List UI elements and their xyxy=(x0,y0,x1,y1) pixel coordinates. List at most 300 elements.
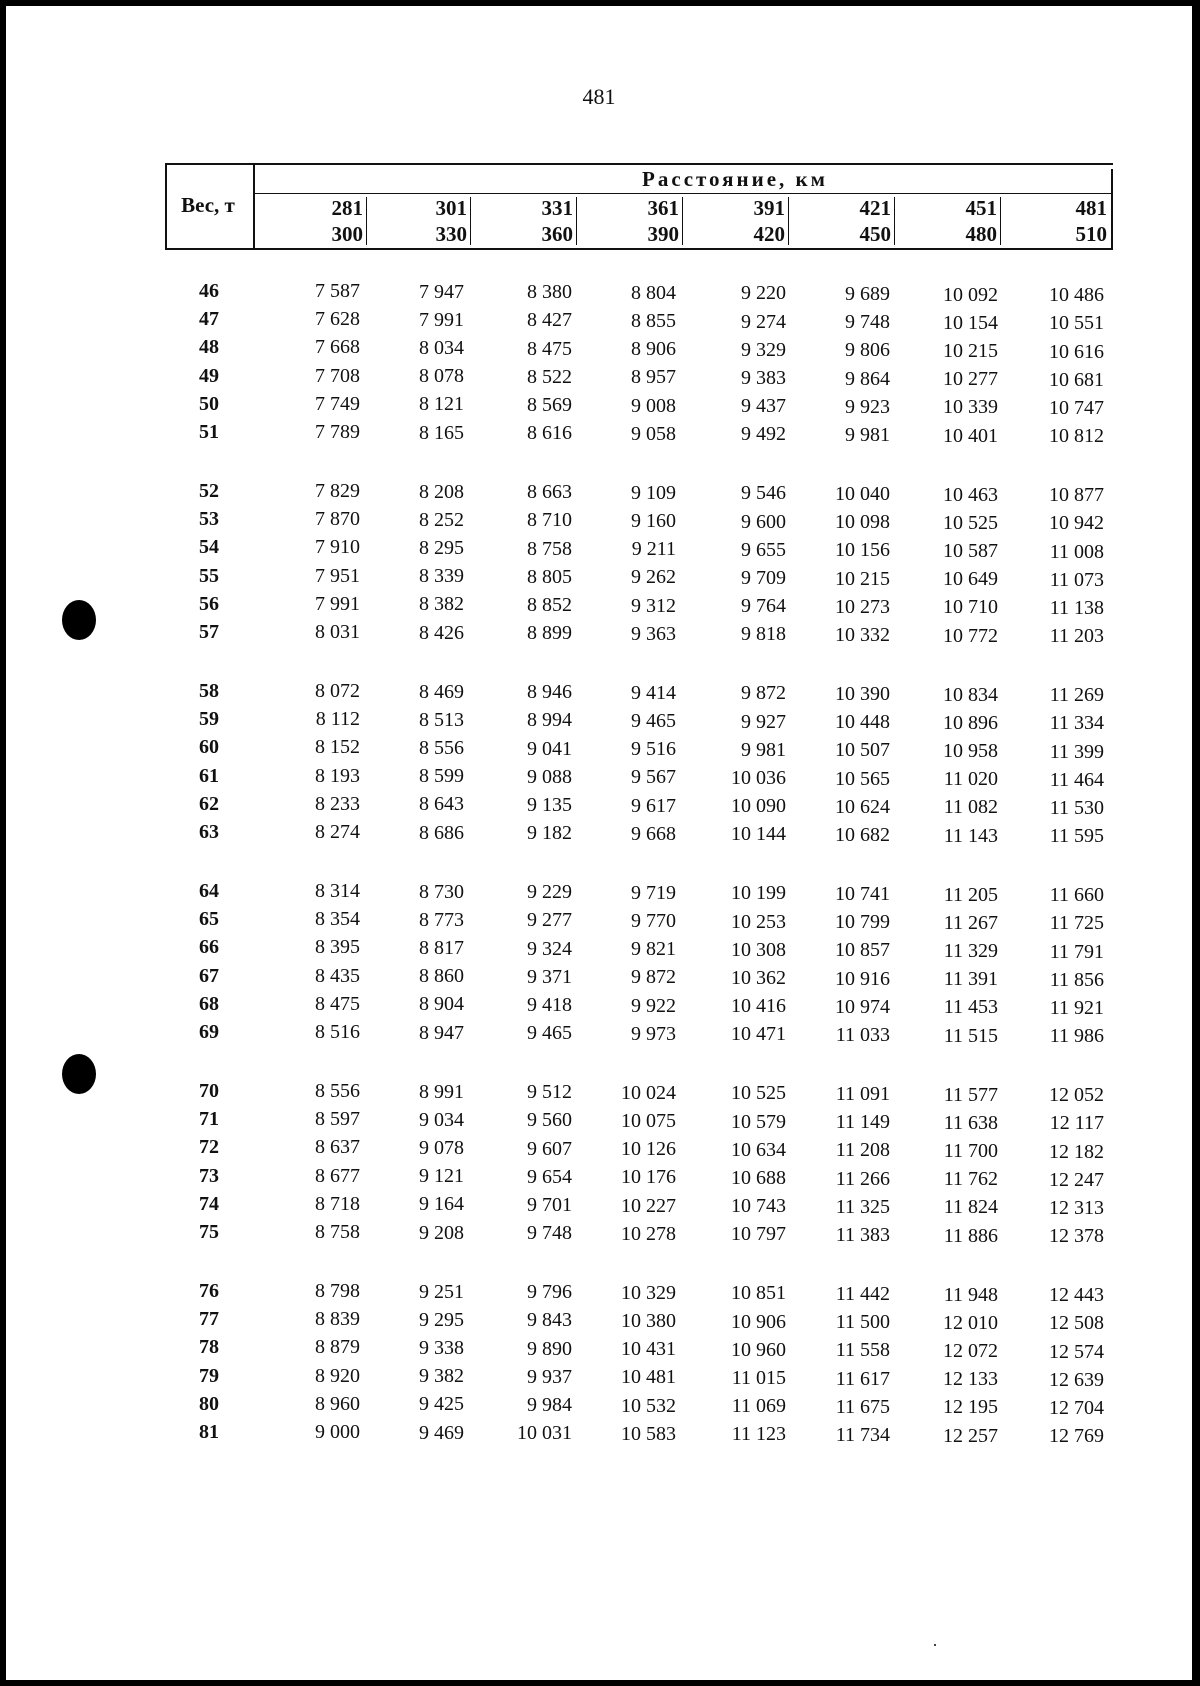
weight-cell: 72 xyxy=(199,1136,219,1159)
range-from: 481 xyxy=(1075,196,1107,220)
range-to: 330 xyxy=(435,222,467,246)
tariff-cell: 8 427 xyxy=(527,309,572,332)
tariff-cell: 9 324 xyxy=(527,937,572,960)
tariff-cell: 10 154 xyxy=(943,311,998,334)
tariff-cell: 8 193 xyxy=(315,764,360,787)
tariff-cell: 9 251 xyxy=(419,1280,464,1303)
range-from: 281 xyxy=(331,196,363,220)
tariff-cell: 11 149 xyxy=(835,1111,890,1134)
table-row xyxy=(6,708,1192,736)
tariff-cell: 11 577 xyxy=(943,1083,998,1106)
weight-cell: 69 xyxy=(199,1021,219,1043)
table-row xyxy=(6,1108,1192,1136)
tariff-cell: 10 681 xyxy=(1049,368,1104,391)
tariff-cell: 11 266 xyxy=(835,1167,890,1190)
tariff-cell: 10 507 xyxy=(835,739,890,762)
tariff-cell: 11 069 xyxy=(731,1395,786,1418)
tariff-cell: 10 906 xyxy=(731,1310,786,1333)
tariff-cell: 8 078 xyxy=(419,365,464,388)
tariff-cell: 12 704 xyxy=(1049,1396,1104,1419)
tariff-cell: 10 040 xyxy=(835,483,890,505)
table-row xyxy=(6,1365,1192,1393)
table-row xyxy=(6,793,1192,821)
range-to: 390 xyxy=(647,222,679,246)
page-number: 481 xyxy=(582,84,616,109)
tariff-cell: 11 856 xyxy=(1049,968,1104,991)
tariff-cell: 9 382 xyxy=(419,1365,464,1388)
tariff-cell: 12 508 xyxy=(1049,1312,1104,1335)
table-row xyxy=(6,621,1192,649)
tariff-cell: 9 890 xyxy=(527,1337,572,1360)
table-row xyxy=(6,1336,1192,1364)
tariff-cell: 9 668 xyxy=(631,822,676,845)
tariff-cell: 11 091 xyxy=(835,1083,890,1105)
tariff-cell: 9 981 xyxy=(845,424,890,446)
tariff-cell: 11 020 xyxy=(943,768,998,791)
tariff-cell: 11 675 xyxy=(835,1395,890,1418)
tariff-table-body xyxy=(6,6,1192,1680)
tariff-cell: 11 267 xyxy=(943,911,998,934)
tariff-cell: 7 991 xyxy=(315,592,360,615)
tariff-cell: 8 686 xyxy=(419,821,464,844)
tariff-cell: 9 546 xyxy=(741,482,786,505)
range-to: 360 xyxy=(541,222,573,246)
tariff-cell: 10 339 xyxy=(943,396,998,419)
tariff-cell: 10 380 xyxy=(621,1309,676,1332)
tariff-cell: 10 075 xyxy=(621,1109,676,1132)
tariff-cell: 11 986 xyxy=(1049,1025,1104,1048)
tariff-cell: 9 748 xyxy=(527,1222,572,1245)
table-row xyxy=(6,736,1192,764)
tariff-cell: 9 973 xyxy=(631,1022,676,1045)
tariff-cell: 8 920 xyxy=(315,1364,360,1387)
table-row xyxy=(6,1421,1192,1449)
tariff-cell: 12 182 xyxy=(1049,1140,1104,1163)
tariff-cell: 9 034 xyxy=(419,1108,464,1131)
tariff-cell: 9 843 xyxy=(527,1309,572,1332)
tariff-cell: 11 530 xyxy=(1049,796,1104,819)
tariff-cell: 11 453 xyxy=(943,996,998,1019)
tariff-cell: 9 008 xyxy=(631,394,676,417)
tariff-cell: 10 144 xyxy=(731,823,786,846)
tariff-cell: 7 587 xyxy=(315,280,360,302)
weight-cell: 62 xyxy=(199,792,219,815)
tariff-cell: 8 556 xyxy=(419,736,464,759)
tariff-cell: 7 749 xyxy=(315,392,360,415)
table-row xyxy=(6,336,1192,364)
weight-cell: 58 xyxy=(199,680,219,702)
weight-cell: 78 xyxy=(199,1336,219,1359)
tariff-cell: 9 764 xyxy=(741,595,786,618)
tariff-cell: 9 182 xyxy=(527,822,572,845)
weight-cell: 57 xyxy=(199,621,219,643)
tariff-cell: 8 475 xyxy=(315,992,360,1015)
tariff-cell: 8 839 xyxy=(315,1308,360,1331)
tariff-cell: 9 418 xyxy=(527,993,572,1016)
tariff-cell: 11 442 xyxy=(835,1283,890,1305)
tariff-cell: 9 437 xyxy=(741,395,786,418)
weight-cell: 71 xyxy=(199,1108,219,1131)
tariff-cell: 9 655 xyxy=(741,538,786,561)
weight-cell: 49 xyxy=(199,364,219,387)
weight-cell: 59 xyxy=(199,708,219,731)
weight-cell: 48 xyxy=(199,336,219,359)
tariff-cell: 11 391 xyxy=(943,968,998,991)
tariff-cell: 10 743 xyxy=(731,1195,786,1218)
tariff-cell: 9 560 xyxy=(527,1109,572,1132)
tariff-cell: 7 910 xyxy=(315,536,360,559)
weight-cell: 47 xyxy=(199,308,219,331)
tariff-cell: 8 072 xyxy=(315,680,360,702)
tariff-cell: 11 515 xyxy=(943,1024,998,1047)
tariff-cell: 11 208 xyxy=(835,1139,890,1162)
tariff-cell: 8 616 xyxy=(527,422,572,445)
tariff-cell: 8 758 xyxy=(527,537,572,560)
tariff-cell: 7 991 xyxy=(419,308,464,331)
tariff-cell: 8 382 xyxy=(419,593,464,616)
table-row xyxy=(6,1021,1192,1049)
tariff-cell: 9 984 xyxy=(527,1393,572,1416)
range-to: 480 xyxy=(965,222,997,246)
tariff-cell: 8 899 xyxy=(527,622,572,645)
tariff-cell: 8 435 xyxy=(315,964,360,987)
tariff-cell: 10 532 xyxy=(621,1394,676,1417)
tariff-cell: 9 041 xyxy=(527,737,572,760)
range-from: 391 xyxy=(753,196,785,220)
table-row xyxy=(6,765,1192,793)
tariff-cell: 9 414 xyxy=(631,681,676,704)
weight-cell: 67 xyxy=(199,964,219,987)
weight-cell: 63 xyxy=(199,821,219,843)
tariff-cell: 12 247 xyxy=(1049,1168,1104,1191)
table-row xyxy=(6,308,1192,336)
tariff-cell: 11 617 xyxy=(835,1367,890,1390)
tariff-cell: 11 886 xyxy=(943,1224,998,1247)
tariff-cell: 10 308 xyxy=(731,938,786,961)
tariff-cell: 10 896 xyxy=(943,711,998,734)
weight-cell: 53 xyxy=(199,508,219,531)
tariff-cell: 8 946 xyxy=(527,681,572,704)
tariff-cell: 8 475 xyxy=(527,337,572,360)
tariff-cell: 10 431 xyxy=(621,1338,676,1361)
weight-cell: 76 xyxy=(199,1280,219,1302)
tariff-cell: 8 643 xyxy=(419,793,464,816)
tariff-cell: 10 587 xyxy=(943,539,998,562)
range-to: 300 xyxy=(331,222,363,246)
tariff-cell: 11 073 xyxy=(1049,568,1104,591)
tariff-cell: 9 164 xyxy=(419,1193,464,1216)
tariff-cell: 10 401 xyxy=(943,424,998,447)
tariff-cell: 10 834 xyxy=(943,683,998,706)
tariff-cell: 11 725 xyxy=(1049,912,1104,935)
tariff-cell: 10 481 xyxy=(621,1366,676,1389)
tariff-cell: 11 123 xyxy=(731,1423,786,1446)
tariff-cell: 10 960 xyxy=(731,1338,786,1361)
tariff-cell: 9 689 xyxy=(845,283,890,305)
tariff-cell: 9 512 xyxy=(527,1081,572,1104)
table-row xyxy=(6,1136,1192,1164)
tariff-cell: 10 463 xyxy=(943,483,998,506)
tariff-cell: 8 395 xyxy=(315,936,360,959)
tariff-cell: 10 273 xyxy=(835,595,890,618)
tariff-cell: 10 682 xyxy=(835,824,890,846)
table-row xyxy=(6,421,1192,449)
tariff-cell: 8 773 xyxy=(419,908,464,931)
range-to: 510 xyxy=(1075,222,1107,246)
tariff-cell: 9 469 xyxy=(419,1421,464,1444)
tariff-cell: 9 492 xyxy=(741,423,786,446)
tariff-cell: 10 416 xyxy=(731,995,786,1018)
tariff-cell: 11 595 xyxy=(1049,825,1104,848)
tariff-cell: 10 362 xyxy=(731,966,786,989)
tariff-cell: 9 363 xyxy=(631,622,676,645)
tariff-cell: 9 078 xyxy=(419,1136,464,1159)
range-from: 331 xyxy=(541,196,573,220)
table-row xyxy=(6,565,1192,593)
tariff-cell: 8 380 xyxy=(527,281,572,304)
tariff-cell: 8 556 xyxy=(315,1080,360,1102)
tariff-cell: 8 208 xyxy=(419,480,464,503)
tariff-cell: 10 525 xyxy=(731,1082,786,1105)
tariff-cell: 9 567 xyxy=(631,766,676,789)
tariff-cell: 11 138 xyxy=(1049,596,1104,619)
tariff-cell: 10 126 xyxy=(621,1138,676,1161)
tariff-cell: 9 922 xyxy=(631,994,676,1017)
table-row xyxy=(6,908,1192,936)
weight-cell: 81 xyxy=(199,1421,219,1443)
table-row xyxy=(6,1165,1192,1193)
tariff-cell: 10 525 xyxy=(943,511,998,534)
tariff-cell: 8 677 xyxy=(315,1164,360,1187)
tariff-cell: 11 325 xyxy=(835,1195,890,1218)
table-row xyxy=(6,936,1192,964)
tariff-cell: 11 334 xyxy=(1049,712,1104,735)
weight-cell: 56 xyxy=(199,592,219,615)
tariff-cell: 10 634 xyxy=(731,1138,786,1161)
tariff-cell: 10 036 xyxy=(731,766,786,789)
tariff-cell: 8 904 xyxy=(419,993,464,1016)
tariff-cell: 9 821 xyxy=(631,938,676,961)
weight-cell: 70 xyxy=(199,1080,219,1102)
table-row xyxy=(6,508,1192,536)
tariff-cell: 8 860 xyxy=(419,965,464,988)
tariff-cell: 9 425 xyxy=(419,1393,464,1416)
weight-cell: 65 xyxy=(199,908,219,931)
tariff-cell: 9 295 xyxy=(419,1308,464,1331)
weight-cell: 61 xyxy=(199,764,219,787)
tariff-cell: 10 688 xyxy=(731,1166,786,1189)
tariff-cell: 9 654 xyxy=(527,1165,572,1188)
tariff-cell: 10 616 xyxy=(1049,340,1104,363)
tariff-cell: 9 371 xyxy=(527,965,572,988)
tariff-cell: 11 008 xyxy=(1049,540,1104,563)
tariff-cell: 8 513 xyxy=(419,708,464,731)
tariff-cell: 10 156 xyxy=(835,539,890,562)
tariff-cell: 9 701 xyxy=(527,1193,572,1216)
tariff-cell: 10 583 xyxy=(621,1422,676,1445)
tariff-cell: 10 390 xyxy=(835,683,890,705)
tariff-cell: 10 565 xyxy=(835,767,890,790)
tariff-cell: 8 152 xyxy=(315,736,360,759)
table-row xyxy=(6,593,1192,621)
table-row xyxy=(6,393,1192,421)
tariff-cell: 9 748 xyxy=(845,311,890,334)
table-row xyxy=(6,1308,1192,1336)
table-row xyxy=(6,280,1192,308)
tariff-cell: 9 160 xyxy=(631,509,676,532)
tariff-cell: 9 135 xyxy=(527,793,572,816)
tariff-cell: 11 015 xyxy=(731,1366,786,1389)
tariff-cell: 12 052 xyxy=(1049,1084,1104,1107)
tariff-cell: 11 143 xyxy=(943,824,998,847)
tariff-cell: 9 277 xyxy=(527,909,572,932)
table-row xyxy=(6,1280,1192,1308)
tariff-cell: 9 465 xyxy=(527,1022,572,1045)
tariff-cell: 10 772 xyxy=(943,624,998,647)
tariff-cell: 9 927 xyxy=(741,710,786,733)
tariff-cell: 9 770 xyxy=(631,909,676,932)
range-to: 450 xyxy=(859,222,891,246)
weight-cell: 68 xyxy=(199,992,219,1015)
tariff-cell: 11 948 xyxy=(943,1283,998,1306)
tariff-cell: 9 383 xyxy=(741,366,786,389)
tariff-cell: 12 010 xyxy=(943,1311,998,1334)
tariff-cell: 8 855 xyxy=(631,309,676,332)
tariff-cell: 8 730 xyxy=(419,880,464,903)
tariff-cell: 9 121 xyxy=(419,1165,464,1188)
document-page xyxy=(6,6,1192,1680)
tariff-cell: 10 253 xyxy=(731,910,786,933)
tariff-cell: 12 117 xyxy=(1049,1112,1104,1135)
tariff-cell: 7 628 xyxy=(315,308,360,331)
tariff-cell: 8 516 xyxy=(315,1021,360,1043)
tariff-cell: 10 551 xyxy=(1049,312,1104,335)
tariff-cell: 9 923 xyxy=(845,395,890,418)
tariff-cell: 8 469 xyxy=(419,680,464,703)
range-from: 301 xyxy=(435,196,467,220)
tariff-cell: 12 574 xyxy=(1049,1340,1104,1363)
weight-cell: 79 xyxy=(199,1364,219,1387)
tariff-cell: 8 112 xyxy=(315,708,360,731)
tariff-cell: 10 098 xyxy=(835,511,890,534)
tariff-cell: 11 500 xyxy=(835,1311,890,1334)
table-row xyxy=(6,1080,1192,1108)
tariff-cell: 10 199 xyxy=(731,882,786,905)
tariff-cell: 9 818 xyxy=(741,623,786,646)
tariff-cell: 8 960 xyxy=(315,1392,360,1415)
tariff-cell: 11 700 xyxy=(943,1139,998,1162)
table-row xyxy=(6,680,1192,708)
tariff-cell: 8 233 xyxy=(315,792,360,815)
tariff-cell: 9 607 xyxy=(527,1137,572,1160)
tariff-cell: 7 870 xyxy=(315,508,360,531)
tariff-cell: 10 857 xyxy=(835,939,890,962)
tariff-cell: 11 203 xyxy=(1049,625,1104,648)
tariff-cell: 10 278 xyxy=(621,1222,676,1245)
tariff-cell: 9 516 xyxy=(631,738,676,761)
tariff-cell: 9 709 xyxy=(741,566,786,589)
table-row xyxy=(6,365,1192,393)
tariff-cell: 11 638 xyxy=(943,1111,998,1134)
tariff-cell: 9 600 xyxy=(741,510,786,533)
weight-cell: 46 xyxy=(199,280,219,302)
tariff-cell: 8 804 xyxy=(631,281,676,304)
table-row xyxy=(6,536,1192,564)
tariff-cell: 10 942 xyxy=(1049,512,1104,535)
weight-cell: 52 xyxy=(199,480,219,502)
table-row xyxy=(6,993,1192,1021)
tariff-cell: 8 252 xyxy=(419,508,464,531)
tariff-cell: 11 660 xyxy=(1049,884,1104,907)
tariff-cell: 10 916 xyxy=(835,967,890,990)
table-row xyxy=(6,480,1192,508)
tariff-cell: 8 569 xyxy=(527,393,572,416)
tariff-cell: 10 332 xyxy=(835,624,890,646)
tariff-cell: 8 994 xyxy=(527,709,572,732)
tariff-cell: 9 872 xyxy=(631,966,676,989)
tariff-cell: 11 734 xyxy=(835,1424,890,1446)
tariff-cell: 10 448 xyxy=(835,711,890,734)
tariff-cell: 9 806 xyxy=(845,339,890,362)
tariff-cell: 8 991 xyxy=(419,1080,464,1103)
tariff-cell: 12 639 xyxy=(1049,1368,1104,1391)
tariff-cell: 10 215 xyxy=(943,339,998,362)
tariff-cell: 8 274 xyxy=(315,821,360,843)
tariff-cell: 12 378 xyxy=(1049,1225,1104,1248)
weight-cell: 80 xyxy=(199,1392,219,1415)
tariff-cell: 10 486 xyxy=(1049,284,1104,307)
tariff-cell: 8 805 xyxy=(527,565,572,588)
tariff-cell: 10 649 xyxy=(943,568,998,591)
tariff-cell: 8 906 xyxy=(631,338,676,361)
range-from: 421 xyxy=(859,196,891,220)
tariff-cell: 10 958 xyxy=(943,739,998,762)
tariff-cell: 10 092 xyxy=(943,283,998,306)
tariff-cell: 8 710 xyxy=(527,509,572,532)
table-row xyxy=(6,1221,1192,1249)
tariff-cell: 11 824 xyxy=(943,1196,998,1219)
tariff-cell: 9 262 xyxy=(631,566,676,589)
tariff-cell: 9 465 xyxy=(631,709,676,732)
tariff-cell: 10 851 xyxy=(731,1282,786,1305)
table-row xyxy=(6,1393,1192,1421)
tariff-cell: 12 133 xyxy=(943,1368,998,1391)
tariff-cell: 8 597 xyxy=(315,1108,360,1131)
tariff-cell: 9 088 xyxy=(527,765,572,788)
weight-cell: 50 xyxy=(199,392,219,415)
table-row xyxy=(6,965,1192,993)
tariff-cell: 8 295 xyxy=(419,536,464,559)
tariff-cell: 8 957 xyxy=(631,366,676,389)
tariff-cell: 9 220 xyxy=(741,282,786,305)
distance-title: Расстояние, км xyxy=(642,167,828,191)
tariff-cell: 12 769 xyxy=(1049,1425,1104,1448)
tariff-cell: 11 558 xyxy=(835,1339,890,1362)
tariff-cell: 7 789 xyxy=(315,421,360,443)
tariff-cell: 11 205 xyxy=(943,883,998,906)
range-from: 451 xyxy=(965,196,997,220)
weight-column-header: Вес, т xyxy=(181,193,235,217)
tariff-cell: 9 000 xyxy=(315,1421,360,1443)
tariff-cell: 10 877 xyxy=(1049,484,1104,507)
tariff-cell: 12 195 xyxy=(943,1396,998,1419)
tariff-cell: 10 747 xyxy=(1049,396,1104,419)
tariff-cell: 8 663 xyxy=(527,481,572,504)
tariff-cell: 8 426 xyxy=(419,621,464,644)
tariff-cell: 10 471 xyxy=(731,1023,786,1046)
tariff-cell: 7 668 xyxy=(315,336,360,359)
weight-cell: 73 xyxy=(199,1164,219,1187)
